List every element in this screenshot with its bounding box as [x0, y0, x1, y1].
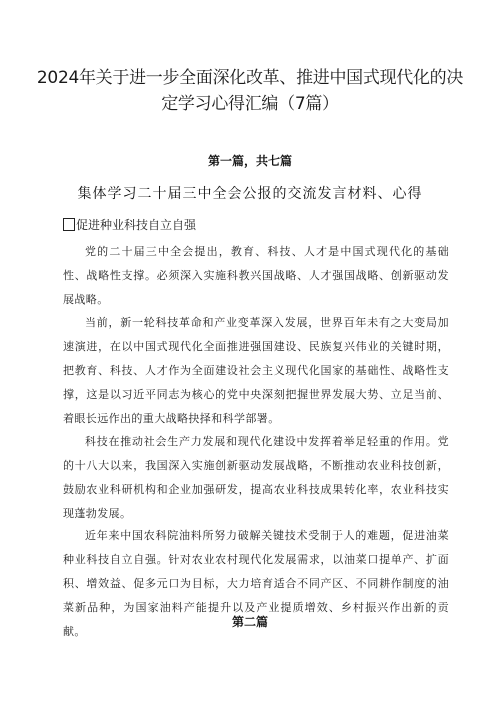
document-title-line-2: 定学习心得汇编（7篇）	[161, 94, 339, 114]
section-heading-text: 促进种业科技自立自强	[76, 218, 197, 232]
paragraph: 当前，新一轮科技革命和产业变革深入发展，世界百年未有之大变局加速演进，在以中国式现代化全面推进强国建设、民族复兴伟业的关键时期，把教育、科技、人才作为全面建设社会主义现代化国家的基础性、战略性支撑，这是以习近平同志为核心的党中央深刻把握世界发展大势、立足当前、着眼长远作出的重大战略抉择和科学部署。	[63, 316, 449, 425]
paragraph: 科技在推动社会生产力发展和现代化建设中发挥着举足轻重的作用。党的十八大以来，我国深入实施创新驱动发展战略，不断推动农业科技创新，鼓励农业科研机构和企业加强研发，提高农业科技成果转化率，农业科技实现蓬勃发展。	[63, 435, 449, 520]
part-1-heading: 第一篇，共七篇	[207, 154, 292, 168]
paragraph: 党的二十届三中全会提出，教育、科技、人才是中国式现代化的基础性、战略性支撑。必须深入实施科教兴国战略、人才强国战略、创新驱动发展战略。	[63, 245, 449, 306]
section-heading	[63, 216, 196, 233]
part-1-subtitle: 集体学习二十届三中全会公报的交流发言材料、心得	[77, 186, 423, 202]
document-title-line-1: 2024年关于进一步全面深化改革、推进中国式现代化的决	[36, 68, 464, 88]
paragraph: 近年来中国农科院油料所努力破解关键技术受制于人的难题，促进油菜种业科技自立自强。针对农业农村现代化发展需求，以油菜口提单产、扩面积、增效益、促多元口为目标，大力培育适合不同产区、不同耕作制度的油菜新品种，为国家油料产能提升以及产业提质增效、乡村振兴作出新的贡献。	[63, 529, 449, 638]
checkbox-square-icon	[63, 218, 75, 231]
part-2-heading: 第二篇	[231, 615, 268, 629]
